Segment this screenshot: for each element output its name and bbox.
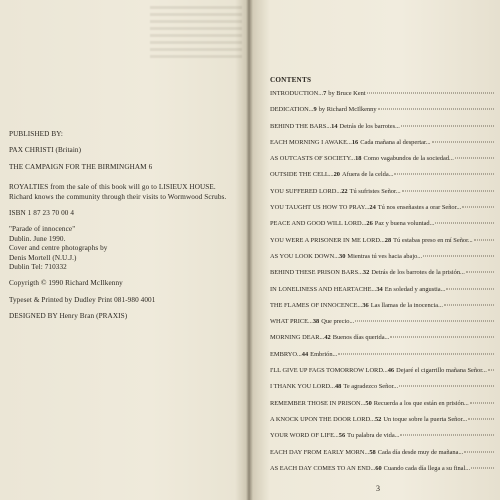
- toc-entry-subtitle: Que precio...: [321, 318, 355, 326]
- toc-dot-leader: [488, 370, 494, 371]
- toc-dot-leader: [338, 353, 494, 354]
- toc-dot-leader: [464, 451, 494, 452]
- toc-entry-subtitle: Cada mañana al despertar...: [360, 138, 431, 146]
- toc-entry: [270, 171, 495, 187]
- toc-entry-title: PEACE AND GOOD WILL LORD...: [270, 220, 367, 228]
- toc-entry: [270, 367, 495, 383]
- toc-entry-title: I THANK YOU LORD...: [270, 383, 335, 391]
- toc-entry-subtitle: Cada día desde muy de mañana...: [377, 448, 464, 456]
- toc-entry-page: 58: [369, 448, 376, 456]
- isbn: ISBN 1 87 23 70 00 4: [9, 209, 75, 218]
- toc-entry: [270, 90, 495, 106]
- toc-dot-leader: [390, 337, 494, 338]
- toc-entry: [270, 318, 495, 334]
- toc-entry-page: 22: [341, 187, 348, 195]
- toc-dot-leader: [378, 109, 494, 110]
- toc-dot-leader: [474, 239, 494, 240]
- toc-entry-subtitle: En soledad y angustia...: [384, 285, 446, 293]
- toc-entry-page: 50: [365, 399, 372, 407]
- toc-entry-page: 24: [369, 204, 376, 212]
- toc-entry: [270, 269, 495, 285]
- toc-dot-leader: [468, 418, 494, 419]
- toc-entry-title: I'LL GIVE UP FAGS TOMORROW LORD...: [270, 367, 388, 375]
- published-by-label: PUBLISHED BY:: [9, 130, 63, 138]
- toc-entry-subtitle: Dejaré el cigarrillo mañana Señor...: [396, 367, 487, 375]
- photo-credit-2: Denis Mortell (N.U.J.): [9, 253, 77, 262]
- publisher-campaign: THE CAMPAIGN FOR THE BIRMINGHAM 6: [9, 162, 153, 171]
- toc-entry-page: 46: [387, 367, 395, 375]
- toc-dot-leader: [470, 402, 494, 403]
- toc-entry-page: 38: [312, 318, 320, 326]
- toc-entry: [270, 302, 495, 318]
- toc-entry-title: AS EACH DAY COMES TO AN END...: [270, 464, 376, 472]
- toc-entry-title: A KNOCK UPON THE DOOR LORD...: [270, 415, 375, 423]
- toc-dot-leader: [399, 386, 494, 387]
- toc-entry: [270, 465, 495, 481]
- toc-entry-title: BEHIND THESE PRISON BARS...: [270, 269, 363, 277]
- toc-entry-page: 26: [366, 220, 373, 228]
- toc-entry-subtitle: Cuando cada día llega a su final...: [383, 464, 471, 472]
- toc-entry-subtitle: Paz y buena voluntad...: [374, 220, 435, 228]
- toc-entry-page: 44: [301, 350, 309, 358]
- toc-entry: [270, 286, 495, 302]
- toc-entry-subtitle: Tu palabra de vida...: [347, 432, 400, 440]
- toc-dot-leader: [432, 141, 494, 142]
- toc-entry-subtitle: by Richard McIlkenny: [318, 106, 377, 114]
- toc-dot-leader: [423, 255, 494, 256]
- toc-entry-title: MORNING DEAR...: [270, 334, 325, 342]
- toc-entry: [270, 139, 495, 155]
- toc-entry-subtitle: Mientras tú ves hacia abajo...: [347, 252, 423, 260]
- toc-entry-title: AS YOU LOOK DOWN...: [270, 252, 339, 260]
- table-of-contents: [270, 90, 495, 481]
- royalties-line-1: ROYALTIES from the sale of this book will go to LISIEUX HOUSE.: [9, 183, 216, 192]
- toc-entry-subtitle: Tú estabas preso en mí Señor...: [393, 236, 473, 244]
- toc-entry-title: DEDICATION...: [270, 106, 314, 114]
- toc-entry: [270, 334, 495, 350]
- toc-entry-page: 9: [313, 106, 317, 114]
- toc-entry-subtitle: Afuera de la celda...: [342, 171, 394, 179]
- toc-entry-title: YOU WERE A PRISONER IN ME LORD...: [270, 236, 385, 244]
- toc-entry-title: EACH DAY FROM EARLY MORN...: [270, 448, 370, 456]
- toc-dot-leader: [435, 223, 494, 224]
- toc-entry-page: 34: [376, 285, 383, 293]
- toc-entry: [270, 188, 495, 204]
- toc-entry: [270, 155, 495, 171]
- photo-credit-3: Dublin Tel: 710332: [9, 263, 67, 272]
- toc-entry-title: YOU SUFFERED LORD...: [270, 187, 342, 195]
- toc-entry-page: 20: [333, 171, 340, 179]
- contents-heading: CONTENTS: [270, 76, 312, 84]
- page-number: 3: [376, 484, 380, 493]
- toc-entry-page: 30: [339, 252, 346, 260]
- toc-entry: [270, 449, 495, 465]
- toc-entry-page: 56: [338, 432, 346, 440]
- toc-entry-page: 16: [351, 138, 359, 146]
- typeset-line: Typeset & Printed by Dudley Print 081-980 4001: [9, 295, 156, 304]
- toc-entry: [270, 106, 495, 122]
- toc-dot-leader: [446, 288, 494, 289]
- toc-dot-leader: [394, 174, 494, 175]
- toc-entry-subtitle: Detrás de los barrotes de la prisión...: [371, 269, 465, 277]
- toc-entry-subtitle: by Bruce Kent: [328, 90, 366, 97]
- toc-dot-leader: [471, 467, 494, 468]
- toc-dot-leader: [401, 125, 494, 126]
- toc-entry-page: 28: [384, 236, 392, 244]
- toc-entry-subtitle: Detrás de los barrotes...: [339, 122, 400, 130]
- toc-entry-page: 36: [362, 301, 369, 309]
- toc-entry-title: EACH MORNING I AWAKE...: [270, 138, 352, 146]
- toc-entry-page: 48: [334, 383, 342, 391]
- left-page: [0, 0, 245, 500]
- toc-entry-subtitle: Embrión...: [310, 350, 338, 358]
- toc-dot-leader: [355, 321, 494, 322]
- toc-entry-title: EMBRYO...: [270, 350, 302, 358]
- toc-entry: [270, 416, 495, 432]
- toc-dot-leader: [367, 93, 494, 94]
- toc-entry: [270, 237, 495, 253]
- toc-entry-title: OUTSIDE THE CELL...: [270, 171, 334, 179]
- toc-entry-page: 32: [362, 269, 370, 277]
- toc-entry-page: 60: [375, 464, 382, 472]
- toc-dot-leader: [466, 272, 494, 273]
- right-page: [252, 0, 500, 500]
- toc-entry: [270, 253, 495, 269]
- designed-by-line: DESIGNED BY Henry Bran (PRAXIS): [9, 312, 128, 321]
- toc-entry-page: 52: [374, 415, 382, 423]
- toc-entry: [270, 432, 495, 448]
- parade-title: "Parade of innocence": [9, 225, 76, 234]
- toc-entry-subtitle: Las llamas de la inocencia...: [370, 301, 443, 309]
- toc-entry-title: IN LONELINESS AND HEARTACHE...: [270, 285, 377, 293]
- parade-place: Dublin. June 1990.: [9, 234, 66, 243]
- toc-entry: [270, 351, 495, 367]
- toc-entry: [270, 220, 495, 236]
- imprint-block: [9, 130, 243, 322]
- toc-entry: [270, 383, 495, 399]
- copyright-line: Copyrigth © 1990 Richard McIlkenny: [9, 279, 123, 288]
- photo-credit-1: Cover and centre photographs by: [9, 244, 108, 253]
- toc-entry-subtitle: Buenos días querida...: [332, 334, 390, 342]
- toc-entry-subtitle: Te agradezco Señor...: [343, 383, 399, 391]
- toc-entry-page: 42: [324, 334, 331, 342]
- toc-entry-page: 18: [355, 155, 362, 163]
- toc-entry-subtitle: Recuerda a los que están en prisión...: [373, 399, 469, 407]
- toc-entry-title: AS OUTCASTS OF SOCIETY...: [270, 155, 356, 163]
- toc-entry: [270, 400, 495, 416]
- toc-entry: [270, 123, 495, 139]
- toc-entry: [270, 204, 495, 220]
- toc-entry-title: THE FLAMES OF INNOCENCE...: [270, 301, 363, 309]
- toc-entry-subtitle: Tú nos enseñastes a orar Señor...: [377, 204, 462, 212]
- toc-entry-subtitle: Un toque sobre la puerta Señor...: [383, 415, 468, 423]
- toc-entry-title: BEHIND THE BARS...: [270, 122, 332, 130]
- toc-entry-page: 7: [323, 90, 327, 97]
- toc-entry-subtitle: Como vagabundos de la sociedad...: [363, 155, 454, 163]
- publisher-pax-christi: PAX CHRISTI (Britain): [9, 146, 82, 155]
- royalties-line-2: Richard knows the community through their visits to Wormwood Scrubs.: [9, 192, 227, 201]
- toc-dot-leader: [462, 207, 494, 208]
- toc-entry-title: YOU TAUGHT US HOW TO PRAY...: [270, 204, 370, 212]
- toc-entry-title: REMEMBER THOSE IN PRISON...: [270, 399, 366, 407]
- toc-dot-leader: [400, 435, 494, 436]
- toc-dot-leader: [402, 190, 494, 191]
- toc-entry-subtitle: Tú sufristes Señor...: [349, 187, 401, 195]
- show-through-text: [150, 6, 242, 58]
- toc-dot-leader: [444, 304, 494, 305]
- toc-entry-title: WHAT PRICE...: [270, 318, 313, 326]
- toc-entry-page: 14: [331, 122, 338, 130]
- toc-entry-title: YOUR WORD OF LIFE...: [270, 432, 339, 440]
- toc-dot-leader: [455, 158, 494, 159]
- toc-entry-title: INTRODUCTION...: [270, 90, 324, 97]
